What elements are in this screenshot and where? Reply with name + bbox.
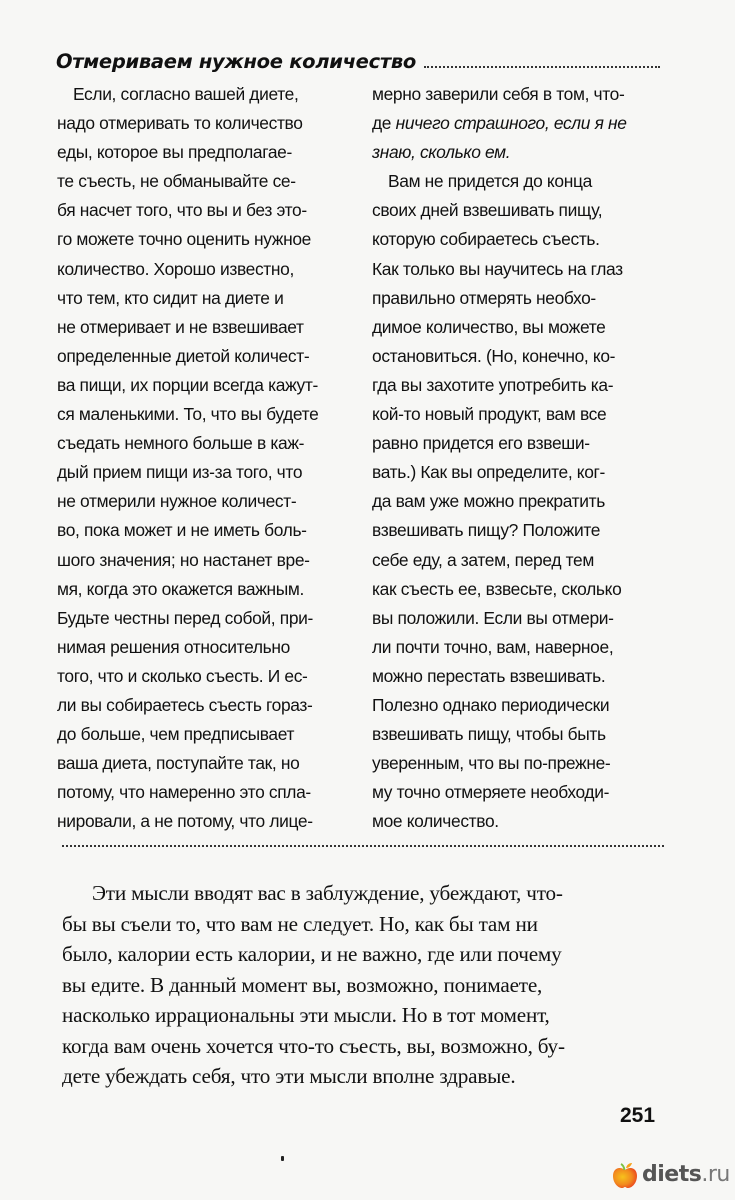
text-line: не отмеривает и не взвешивает [57,316,304,337]
text-line: мерно заверили себя в том, что- [372,84,625,104]
text-line: кой-то новый продукт, вам все [372,404,607,425]
text-line: дый прием пищи из-за того, что [57,462,303,483]
section-heading [56,44,660,76]
text-line: ва пищи, их порции всегда кажут- [57,374,318,395]
text-line: шого значения; но настанет вре- [57,549,310,570]
text-line: ли вы собираетесь съесть гораз- [57,694,313,715]
text-line: димое количество, вы можете [372,316,606,337]
text-line: мое количество. [372,811,499,832]
text-line: вы едите. В данный момент вы, возможно, понимаете, [62,972,543,997]
text-line: вы положили. Если вы отмери- [372,607,614,628]
text-line: те съесть, не обманывайте се- [57,171,296,192]
text-line: когда вам очень хочется что-то съесть, вы, возможно, бу- [62,1033,565,1058]
text-line: определенные диетой количест- [57,345,310,366]
page-number: 251 [620,1104,656,1127]
text-line: надо отмеривать то количество [57,113,303,134]
text-line: что тем, кто сидит на диете и [57,287,284,308]
text-line: своих дней взвешивать пищу, [372,200,603,221]
text-line [372,109,664,138]
text-line: ваша диета, поступайте так, но [57,753,300,774]
text-line: до больше, чем предписывает [57,724,295,745]
text-line: гда вы захотите употребить ка- [372,374,614,395]
text-line: уверенным, что вы по-прежне- [372,753,611,774]
text-line: да вам уже можно прекратить [372,491,605,512]
diets-ru-watermark[interactable] [612,1160,730,1188]
text-line: количество. Хорошо известно, [57,258,294,279]
text-line: Будьте честны перед собой, при- [57,607,313,628]
text-line: насколько иррациональны эти мысли. Но в тот момент, [62,1003,550,1027]
text-fragment: де [372,113,396,134]
text-line: бы вы съели то, что вам не следует. Но, как бы там ни [62,911,538,936]
text-line: которую собираетесь съесть. [372,229,600,250]
italic-quote: ничего страшного, если я не [395,113,627,134]
text-line: как съесть ее, взвесьте, сколько [372,578,622,599]
text-line: Вам не придется до конца [388,171,592,192]
dotted-divider [62,845,664,847]
right-column [372,80,664,836]
title-dotted-leader [424,66,660,68]
text-line: дете убеждать себя, что эти мысли вполне здравые. [62,1064,516,1088]
watermark-text [642,1162,730,1187]
text-line: потому, что намеренно это спла- [57,782,311,803]
text-line: ли почти точно, вам, наверное, [372,636,614,657]
text-line: правильно отмерять необхо- [372,287,596,308]
text-line: Если, согласно вашей диете, [73,84,299,104]
text-line: не отмерили нужное количест- [57,491,297,512]
text-line: му точно отмеряете необходи- [372,782,610,803]
main-paragraph [62,878,666,1092]
text-line: взвешивать пищу? Положите [372,520,601,541]
text-line: остановиться. (Но, конечно, ко- [372,345,616,366]
text-line: мя, когда это окажется важным. [57,578,305,599]
text-line: вать.) Как вы определите, ког- [372,462,605,483]
apple-icon [612,1161,638,1187]
left-column [57,80,353,836]
text-line: было, калории есть калории, и не важно, где или почему [62,942,562,966]
text-line: съедать немного больше в каж- [57,433,305,454]
ink-speck [281,1156,284,1161]
text-line: равно придется его взвеши- [372,433,590,454]
text-line: того, что и сколько съесть. И ес- [57,665,308,686]
text-line: Полезно однако периодически [372,694,610,715]
text-line: го можете точно оценить нужное [57,229,311,250]
text-line: еды, которое вы предполагае- [57,142,292,163]
watermark-tld: .ru [701,1161,730,1187]
text-line: ся маленькими. То, что вы будете [57,404,319,425]
text-line: взвешивать пищу, чтобы быть [372,724,606,745]
text-line: нимая решения относительно [57,636,290,657]
text-line: бя насчет того, что вы и без это- [57,200,307,221]
section-title: Отмериваем нужное количество [56,50,416,73]
text-line: нировали, а не потому, что лице- [57,811,313,832]
watermark-brand: diets [642,1161,702,1187]
text-line: себе еду, а затем, перед тем [372,549,594,570]
italic-quote: знаю, сколько ем. [372,142,511,163]
text-line: Эти мысли вводят вас в заблуждение, убеждают, что- [92,881,563,905]
text-line: можно перестать взвешивать. [372,665,606,686]
text-line: Как только вы научитесь на глаз [372,258,623,279]
text-line: во, пока может и не иметь боль- [57,520,307,541]
